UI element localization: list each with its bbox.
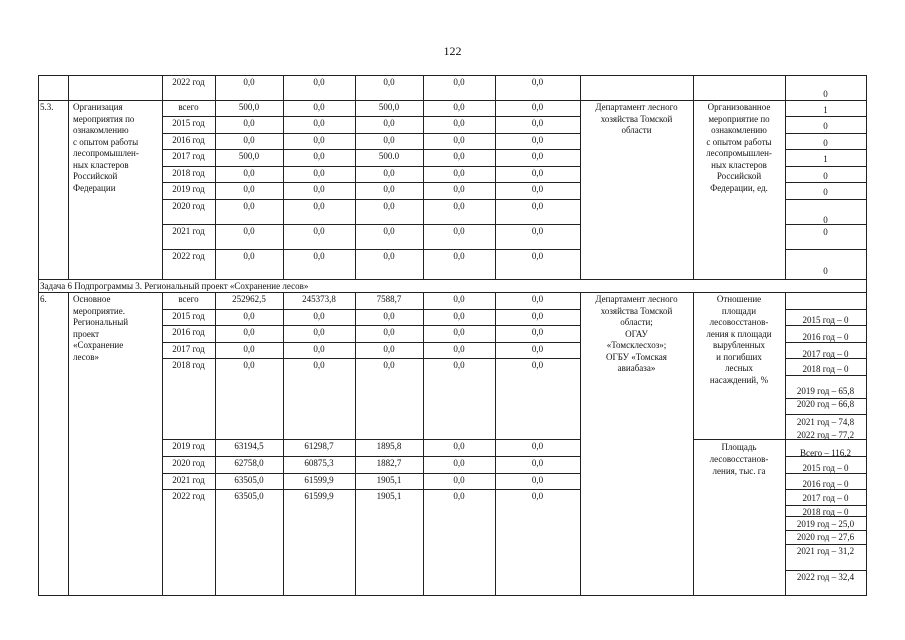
table-border [785, 199, 866, 200]
value-cell: 0,0 [531, 102, 544, 112]
value-cell: 0,0 [531, 441, 544, 451]
indicator-value: 2020 год – 66,8 [796, 399, 855, 409]
value-cell: 0,0 [453, 491, 465, 501]
value-cell: 0,0 [383, 344, 395, 354]
value-cell: 62758,0 [234, 458, 264, 468]
value-cell: 0,0 [243, 77, 255, 87]
activity-name: Организация [73, 102, 123, 112]
value-cell: 0,0 [243, 344, 255, 354]
value-cell: 1905,1 [376, 491, 402, 501]
indicator-name: ознакомлению [711, 125, 767, 135]
table-border [785, 116, 866, 117]
indicator-name: лесовосстанов- [709, 317, 769, 327]
indicator-value: Всего – 116,2 [800, 448, 851, 458]
indicator-name: лесных [724, 363, 754, 373]
value-cell: 1905,1 [376, 475, 402, 485]
indicator-name: и погибших [716, 351, 762, 362]
indicator-value: 2021 год – 74,8 [796, 417, 855, 427]
value-cell: 0,0 [383, 201, 395, 211]
value-cell: 0,0 [313, 184, 325, 194]
value-cell: 0,0 [453, 344, 465, 354]
indicator-name: Федерации, ед. [710, 182, 768, 193]
year-cell: 2016 год [172, 327, 205, 337]
value-cell: 0,0 [453, 475, 465, 485]
value-cell: 500,0 [238, 151, 260, 161]
value-cell: 0,0 [531, 135, 544, 145]
row-number: 6. [40, 294, 47, 304]
value-cell: 0,0 [313, 77, 325, 87]
value-cell: 0,0 [531, 475, 544, 485]
value-cell: 0,0 [453, 251, 465, 261]
indicator-value: 2022 год – 32,4 [796, 572, 855, 582]
executor-name: ОГАУ [625, 328, 648, 339]
value-cell: 0,0 [313, 135, 325, 145]
executor-name: «Томсклесхоз»; [606, 340, 667, 350]
indicator-name: Площадь [721, 442, 757, 452]
value-cell: 1882,7 [376, 458, 402, 468]
indicator-name: Российской [716, 171, 762, 181]
value-cell: 0,0 [383, 311, 395, 321]
value-cell: 0,0 [383, 118, 395, 128]
value-cell: 0,0 [531, 151, 544, 161]
activity-name: проект [73, 328, 100, 339]
value-cell: 0,0 [243, 251, 255, 261]
indicator-name: Отношение [716, 294, 762, 304]
value-cell: 0,0 [531, 294, 544, 304]
table-border [785, 133, 866, 134]
value-cell: 61599,9 [304, 475, 334, 485]
table-border [38, 75, 39, 596]
indicator-value: 2017 год – 0 [802, 349, 849, 359]
executor-name: Департамент лесного [595, 294, 678, 304]
value-cell: 0,0 [453, 441, 465, 451]
executor-name: ОГБУ «Томская [606, 351, 667, 362]
executor-name: авиабаза» [617, 363, 656, 373]
value-cell: 0,0 [531, 118, 544, 128]
value-cell: 0,0 [453, 151, 465, 161]
value-cell: 0,0 [531, 360, 544, 370]
year-cell: 2016 год [172, 135, 205, 145]
indicator-name: ных кластеров [711, 159, 767, 170]
year-cell: 2019 год [172, 184, 205, 194]
indicator-value: 0 [823, 266, 828, 276]
value-cell: 0,0 [453, 311, 465, 321]
activity-name: мероприятие. [73, 305, 125, 316]
value-cell: 0,0 [313, 102, 325, 112]
year-cell: 2022 год [172, 77, 205, 87]
executor-name: области; [620, 317, 653, 327]
table-border [785, 375, 866, 376]
value-cell: 0,0 [453, 294, 465, 304]
value-cell: 63505,0 [234, 491, 264, 501]
value-cell: 0,0 [453, 327, 465, 337]
year-cell: 2017 год [172, 151, 205, 161]
value-cell: 0,0 [531, 184, 544, 194]
year-cell: 2020 год [172, 458, 205, 468]
activity-name: ознакомлению [73, 125, 129, 135]
indicator-name: мероприятие по [708, 113, 770, 124]
value-cell: 0,0 [313, 226, 325, 236]
table-border [68, 292, 69, 596]
value-cell: 0,0 [453, 118, 465, 128]
activity-name: Российской [73, 171, 118, 181]
value-cell: 0,0 [453, 226, 465, 236]
value-cell: 0,0 [383, 251, 395, 261]
year-cell: 2017 год [172, 344, 205, 354]
year-cell: всего [178, 294, 199, 304]
activity-name: Основное [73, 294, 111, 304]
activity-name: Региональный [73, 317, 129, 327]
year-cell: 2018 год [172, 168, 205, 178]
value-cell: 61599,9 [304, 491, 334, 501]
indicator-value: 2022 год – 77,2 [796, 430, 855, 440]
value-cell: 0,0 [313, 251, 325, 261]
executor-name: области [621, 125, 652, 135]
value-cell: 0,0 [531, 201, 544, 211]
value-cell: 1895,8 [376, 441, 402, 451]
value-cell: 0,0 [243, 360, 255, 370]
indicator-name: ления, тыс. га [712, 466, 766, 476]
activity-name: «Сохранение [73, 340, 124, 350]
task-heading: Задача 6 Подпрограммы 3. Региональный проект «Сохранение лесов» [40, 281, 309, 291]
indicator-value: 2020 год – 27,6 [796, 532, 855, 542]
value-cell: 0,0 [531, 458, 544, 468]
executor-name: Департамент лесного [595, 102, 678, 112]
indicator-name: ления к площади [706, 328, 772, 339]
value-cell: 500,0 [378, 102, 400, 112]
year-cell: 2015 год [172, 311, 205, 321]
value-cell: 61298,7 [304, 441, 334, 451]
indicator-value: 0 [823, 215, 828, 225]
year-cell: 2018 год [172, 360, 205, 370]
indicator-value: 2015 год – 0 [802, 463, 849, 473]
row-number: 5.3. [40, 102, 54, 112]
year-cell: 2021 год [172, 226, 205, 236]
value-cell: 0,0 [383, 327, 395, 337]
value-cell: 0,0 [531, 168, 544, 178]
value-cell: 0,0 [531, 344, 544, 354]
indicator-value: 0 [823, 89, 828, 99]
value-cell: 0,0 [243, 201, 255, 211]
value-cell: 0,0 [531, 327, 544, 337]
value-cell: 0,0 [243, 226, 255, 236]
value-cell: 0,0 [531, 491, 544, 501]
indicator-value: 0 [823, 171, 828, 181]
indicator-value: 2016 год – 0 [802, 479, 849, 489]
value-cell: 0,0 [243, 184, 255, 194]
table-border [785, 166, 866, 167]
value-cell: 0,0 [453, 135, 465, 145]
page-number: 122 [443, 44, 462, 58]
value-cell: 0,0 [383, 184, 395, 194]
value-cell: 0,0 [531, 226, 544, 236]
value-cell: 0,0 [313, 344, 325, 354]
indicator-value: 2017 год – 0 [802, 493, 849, 503]
indicator-value: 2018 год – 0 [802, 364, 849, 374]
table-border [68, 75, 69, 280]
value-cell: 0,0 [453, 102, 465, 112]
indicator-name: Организованное [707, 102, 771, 112]
indicator-name: насаждений, % [709, 374, 769, 385]
indicator-name: площади [721, 305, 757, 316]
value-cell: 0,0 [313, 327, 325, 337]
indicator-value: 0 [823, 187, 828, 197]
table-border [785, 149, 866, 150]
table-border [785, 249, 866, 250]
value-cell: 0,0 [313, 360, 325, 370]
year-cell: 2019 год [172, 441, 205, 451]
value-cell: 60875,3 [304, 458, 334, 468]
value-cell: 500,0 [238, 102, 260, 112]
value-cell: 0,0 [383, 226, 395, 236]
year-cell: 2020 год [172, 201, 205, 211]
value-cell: 0,0 [243, 118, 255, 128]
year-cell: 2021 год [172, 475, 205, 485]
indicator-value: 2015 год – 0 [802, 315, 849, 325]
value-cell: 63194,5 [234, 441, 264, 451]
table-border [785, 182, 866, 183]
year-cell: 2022 год [172, 251, 205, 261]
indicator-name: вырубленных [712, 340, 766, 350]
activity-name: с опытом работы [73, 136, 139, 147]
indicator-name: лесовосстанов- [709, 454, 769, 464]
indicator-value: 2019 год – 65,8 [796, 386, 855, 396]
indicator-value: 2021 год – 31,2 [796, 546, 855, 556]
indicator-value: 0 [823, 121, 828, 131]
value-cell: 0,0 [531, 311, 544, 321]
indicator-value: 2019 год – 25,0 [796, 519, 855, 529]
executor-name: хозяйства Томской [600, 305, 673, 316]
value-cell: 0,0 [243, 168, 255, 178]
value-cell: 252962,5 [232, 294, 266, 304]
value-cell: 0,0 [453, 360, 465, 370]
year-cell: 2015 год [172, 118, 205, 128]
value-cell: 0,0 [383, 168, 395, 178]
value-cell: 0,0 [383, 360, 395, 370]
value-cell: 0,0 [313, 201, 325, 211]
value-cell: 0,0 [453, 458, 465, 468]
indicator-value: 0 [823, 138, 828, 148]
value-cell: 0,0 [243, 311, 255, 321]
value-cell: 0,0 [313, 118, 325, 128]
value-cell: 0,0 [383, 77, 395, 87]
indicator-value: 0 [823, 227, 828, 237]
value-cell: 0,0 [243, 327, 255, 337]
year-cell: всего [178, 102, 199, 112]
indicator-value: 2018 год – 0 [802, 507, 849, 517]
value-cell: 0,0 [313, 311, 325, 321]
activity-name: лесопромышлен- [73, 148, 139, 158]
indicator-value: 1 [823, 105, 828, 115]
value-cell: 0,0 [453, 201, 465, 211]
value-cell: 7588,7 [376, 294, 402, 304]
value-cell: 245373,8 [302, 294, 336, 304]
indicator-value: 1 [823, 154, 828, 164]
value-cell: 0,0 [313, 168, 325, 178]
executor-name: хозяйства Томской [600, 113, 673, 124]
activity-name: лесов» [73, 351, 99, 362]
activity-name: ных кластеров [73, 159, 129, 170]
value-cell: 0,0 [531, 77, 544, 87]
year-cell: 2022 год [172, 491, 205, 501]
table-border [866, 75, 867, 596]
value-cell: 0,0 [453, 77, 465, 87]
value-cell: 0,0 [383, 135, 395, 145]
value-cell: 0,0 [243, 135, 255, 145]
value-cell: 0,0 [453, 184, 465, 194]
activity-name: Федерации [73, 182, 116, 193]
table-border [785, 309, 866, 310]
indicator-value: 2016 год – 0 [802, 332, 849, 342]
value-cell: 0,0 [313, 151, 325, 161]
value-cell: 0,0 [453, 168, 465, 178]
value-cell: 63505,0 [234, 475, 264, 485]
value-cell: 500.0 [378, 151, 400, 161]
indicator-name: лесопромышлен- [706, 148, 772, 158]
value-cell: 0,0 [531, 251, 544, 261]
table-border [785, 414, 866, 415]
activity-name: мероприятия по [73, 113, 135, 124]
indicator-name: с опытом работы [706, 136, 772, 147]
